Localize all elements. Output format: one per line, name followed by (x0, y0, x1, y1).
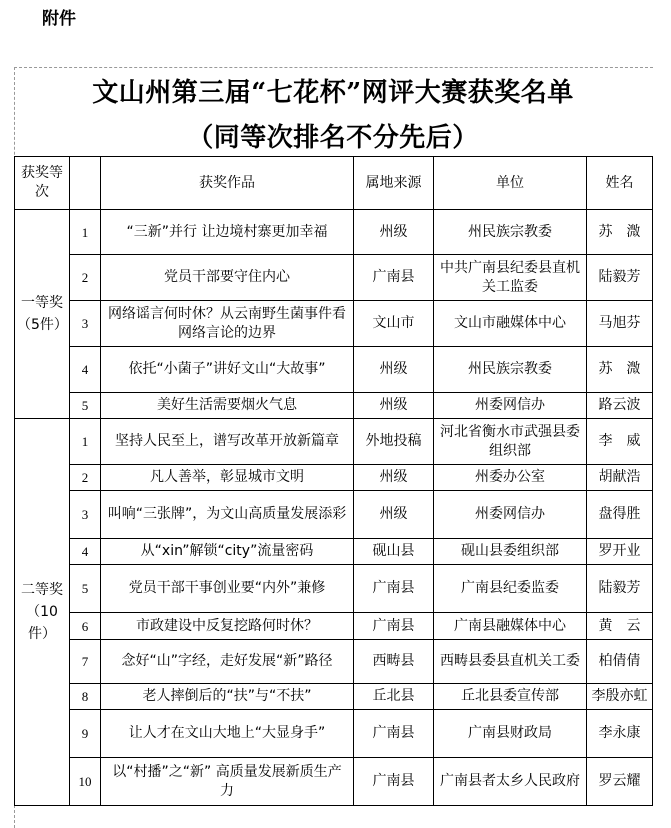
person-name: 路云波 (587, 393, 653, 419)
row-number: 4 (70, 347, 101, 393)
work-title: 从“xin”解锁“city”流量密码 (101, 539, 354, 565)
table-row (15, 684, 653, 710)
unit: 州民族宗教委 (434, 210, 587, 255)
award-level: 一等奖（5件） (15, 210, 70, 419)
origin: 广南县 (354, 565, 434, 613)
document-title: 文山州第三届“七花杯”网评大赛获奖名单 (92, 78, 574, 108)
row-number: 2 (70, 465, 101, 491)
person-name: 李永康 (587, 710, 653, 758)
table-row (15, 301, 653, 347)
row-number: 1 (70, 210, 101, 255)
origin: 广南县 (354, 255, 434, 301)
work-title: 网络谣言何时休？从云南野生菌事件看网络言论的边界 (101, 301, 354, 347)
person-name: 盘得胜 (587, 491, 653, 539)
unit: 西畴县委县直机关工委 (434, 640, 587, 684)
table-row (15, 491, 653, 539)
table-row (15, 465, 653, 491)
unit: 河北省衡水市武强县委组织部 (434, 419, 587, 465)
table-row (15, 419, 653, 465)
work-title: 让人才在文山大地上“大显身手” (101, 710, 354, 758)
row-number: 4 (70, 539, 101, 565)
unit: 文山市融媒体中心 (434, 301, 587, 347)
row-number: 5 (70, 393, 101, 419)
origin: 文山市 (354, 301, 434, 347)
table-row (15, 710, 653, 758)
origin: 砚山县 (354, 539, 434, 565)
row-number: 7 (70, 640, 101, 684)
person-name: 罗开业 (587, 539, 653, 565)
table-row (15, 758, 653, 806)
table-row (15, 640, 653, 684)
row-number: 1 (70, 419, 101, 465)
award-table (14, 156, 653, 806)
origin: 广南县 (354, 613, 434, 640)
origin: 州级 (354, 210, 434, 255)
work-title: 党员干部干事创业要“内外”兼修 (101, 565, 354, 613)
unit: 广南县者太乡人民政府 (434, 758, 587, 806)
origin: 外地投稿 (354, 419, 434, 465)
header-row (15, 157, 653, 210)
person-name: 马旭芬 (587, 301, 653, 347)
origin: 州级 (354, 393, 434, 419)
row-number: 6 (70, 613, 101, 640)
origin: 丘北县 (354, 684, 434, 710)
origin: 广南县 (354, 758, 434, 806)
origin: 州级 (354, 347, 434, 393)
table-row (15, 539, 653, 565)
header-index (70, 157, 101, 210)
work-title: 以“村播”之“新” 高质量发展新质生产力 (101, 758, 354, 806)
row-number: 3 (70, 301, 101, 347)
table-row (15, 393, 653, 419)
unit: 州委网信办 (434, 491, 587, 539)
origin: 广南县 (354, 710, 434, 758)
work-title: 依托“小菌子”讲好文山“大故事” (101, 347, 354, 393)
header-name: 姓名 (587, 157, 653, 210)
work-title: 坚持人民至上，谱写改革开放新篇章 (101, 419, 354, 465)
origin: 州级 (354, 465, 434, 491)
origin: 州级 (354, 491, 434, 539)
person-name: 陆毅芳 (587, 255, 653, 301)
unit: 州委办公室 (434, 465, 587, 491)
person-name: 苏 溦 (587, 347, 653, 393)
person-name: 柏倩倩 (587, 640, 653, 684)
header-level: 获奖等次 (15, 157, 70, 210)
unit: 州委网信办 (434, 393, 587, 419)
origin: 西畴县 (354, 640, 434, 684)
work-title: 美好生活需要烟火气息 (101, 393, 354, 419)
person-name: 胡献浩 (587, 465, 653, 491)
person-name: 李殷亦虹 (587, 684, 653, 710)
award-level: 二等奖（10件） (15, 419, 70, 806)
row-number: 2 (70, 255, 101, 301)
unit: 广南县财政局 (434, 710, 587, 758)
work-title: 凡人善举，彰显城市文明 (101, 465, 354, 491)
table-row (15, 210, 653, 255)
person-name: 苏 溦 (587, 210, 653, 255)
unit: 广南县纪委监委 (434, 565, 587, 613)
work-title: 党员干部要守住内心 (101, 255, 354, 301)
document-subtitle: （同等次排名不分先后） (187, 123, 479, 153)
row-number: 10 (70, 758, 101, 806)
table-row (15, 347, 653, 393)
header-unit: 单位 (434, 157, 587, 210)
row-number: 5 (70, 565, 101, 613)
unit: 丘北县委宣传部 (434, 684, 587, 710)
work-title: 念好“山”字经，走好发展“新”路径 (101, 640, 354, 684)
unit: 中共广南县纪委县直机关工监委 (434, 255, 587, 301)
row-number: 9 (70, 710, 101, 758)
row-number: 3 (70, 491, 101, 539)
work-title: “三新”并行 让边境村寨更加幸福 (101, 210, 354, 255)
person-name: 黄 云 (587, 613, 653, 640)
header-work: 获奖作品 (101, 157, 354, 210)
person-name: 罗云耀 (587, 758, 653, 806)
attachment-label: 附件 (42, 9, 76, 29)
table-row (15, 255, 653, 301)
unit: 砚山县委组织部 (434, 539, 587, 565)
row-number: 8 (70, 684, 101, 710)
header-origin: 属地来源 (354, 157, 434, 210)
unit: 广南县融媒体中心 (434, 613, 587, 640)
table-row (15, 613, 653, 640)
work-title: 老人摔倒后的“扶”与“不扶” (101, 684, 354, 710)
work-title: 市政建设中反复挖路何时休？ (101, 613, 354, 640)
unit: 州民族宗教委 (434, 347, 587, 393)
person-name: 李 威 (587, 419, 653, 465)
table-row (15, 565, 653, 613)
person-name: 陆毅芳 (587, 565, 653, 613)
work-title: 叫响“三张牌”，为文山高质量发展添彩 (101, 491, 354, 539)
